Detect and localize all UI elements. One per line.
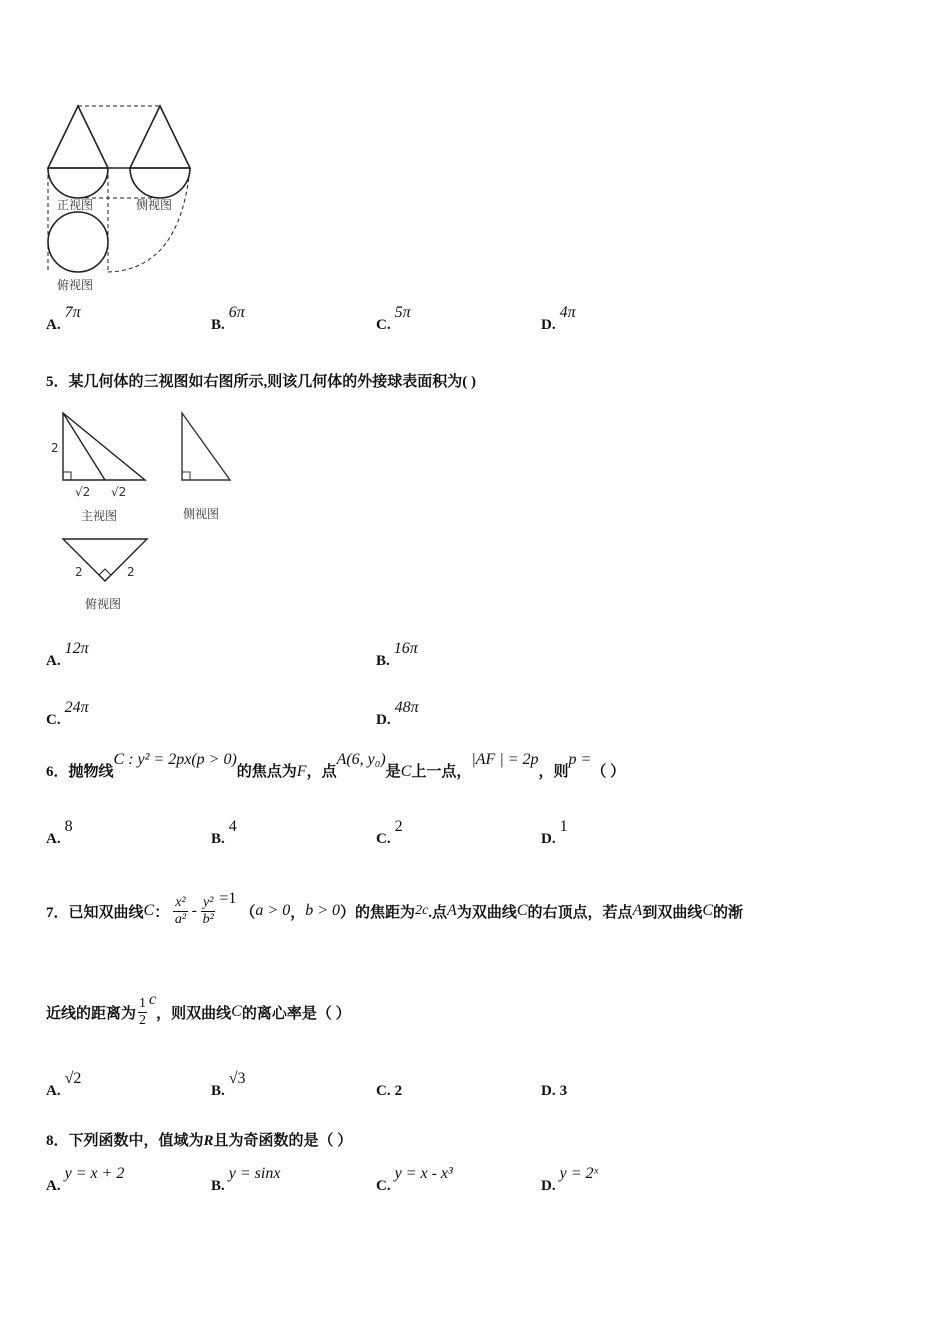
q8-R: R [203,1133,214,1149]
q6-text: 是 [385,764,401,780]
q7-text: .点 [428,904,448,921]
option-letter: B. [211,1083,225,1099]
q7-half-c: c [149,991,157,1008]
q7-equation [173,890,237,928]
q4-top-caption: 俯视图 [57,278,94,292]
q5-base-right-label: √2 [111,485,127,499]
option-value: y = x + 2 [64,1165,125,1182]
option-letter: A. [46,831,61,847]
q7-2c: 2c [415,903,429,918]
q7-colon: ： [154,904,170,921]
q7-half-fraction [138,996,147,1029]
q7-curve: C [143,902,155,919]
q6-option-b[interactable] [211,818,237,848]
q7-option-c[interactable] [376,1082,402,1100]
q7-option-a[interactable] [46,1070,82,1100]
q5-option-d[interactable] [376,699,419,729]
q4-option-a[interactable] [46,304,81,334]
option-letter: B. [376,653,390,669]
q7-C: C [231,1003,242,1020]
option-value: √3 [228,1070,246,1087]
q7-text: 的渐 [713,904,744,921]
option-value: 3 [559,1083,568,1099]
q5-side-caption: 侧视图 [183,507,220,521]
q7-option-b[interactable] [211,1070,246,1100]
q5-front-caption: 主视图 [81,509,118,523]
q7-option-d[interactable] [541,1082,567,1100]
q4-option-d[interactable] [541,304,576,334]
option-value: 24π [64,699,89,716]
option-letter: C. [376,1178,391,1194]
option-letter: C. [376,317,391,333]
q7-text: 的离心率是（ ） [241,1005,351,1022]
option-letter: D. [541,317,556,333]
q8-text: 8．下列函数中，值域为 [46,1133,204,1149]
q7-C: C [516,902,528,919]
option-value: y = 2ˣ [559,1165,599,1182]
q6-p: p = [568,751,592,768]
option-value: √2 [64,1070,82,1087]
q5-top-right-label: 2 [127,565,135,579]
option-value: 2 [394,818,403,835]
q6-focus: F [296,763,307,780]
q7-A: A [447,902,457,919]
q6-number: 6．抛物线 [46,764,114,780]
q7-half-den: 2 [139,1012,147,1028]
q7-cond-close: ） [340,904,356,921]
option-value: y = sinx [228,1165,281,1182]
option-value: y = x - x³ [394,1165,453,1182]
q5-option-a[interactable] [46,640,89,670]
q6-text: ，点 [306,764,337,780]
option-value: 6π [228,304,245,321]
q7-x2: x² [175,894,186,910]
q7-cond-b: b > 0 [305,902,341,919]
q7-b2: b² [202,911,214,927]
q7-half-num: 1 [139,995,147,1011]
q5-top-caption: 俯视图 [85,597,122,611]
q8-text: 且为奇函数的是（ ） [213,1133,353,1149]
option-letter: C. [46,712,61,728]
option-value: 4π [559,304,576,321]
q6-text: ，则 [538,764,569,780]
option-letter: A. [46,653,61,669]
q6-text: 上一点， [411,764,472,780]
q7-fraction-x [173,895,187,928]
option-letter: D. [376,712,391,728]
q7-text: ，则双曲线 [156,1005,232,1022]
q5-option-b[interactable] [376,640,418,670]
q7-A: A [632,902,643,919]
q7-rhs: =1 [219,890,237,907]
option-value: 8 [64,818,73,835]
q5-figure [45,405,245,615]
option-letter: D. [541,831,556,847]
q8-option-b[interactable] [211,1165,281,1195]
q5-top-left-label: 2 [75,565,83,579]
option-letter: C. [376,1083,391,1099]
q7-stem-line2 [46,984,351,1040]
option-value: 5π [394,304,411,321]
q7-text: 近线的距离为 [46,1005,137,1022]
option-letter: C. [376,831,391,847]
q7-text: 为双曲线 [456,904,517,921]
q7-number: 7．已知双曲线 [46,904,144,921]
option-letter: A. [46,1083,61,1099]
q6-distance: |AF | = 2p [471,751,539,768]
q6-text: 的焦点为 [236,764,297,780]
q7-cond-a: a > 0 [255,902,291,919]
option-value: 7π [64,304,81,321]
option-value: 12π [64,640,89,657]
option-value: 4 [228,818,237,835]
q7-text: 的右顶点，若点 [527,904,633,921]
q4-front-caption: 正视图 [57,198,94,212]
q7-cond-open: （ [240,904,256,921]
q7-fraction-y [201,895,215,928]
q6-equation: C : y² = 2px(p > 0) [113,751,237,768]
q7-minus: - [191,902,197,919]
q5-stem: 5．某几何体的三视图如右图所示,则该几何体的外接球表面积为( ) [46,374,476,390]
q5-height-label: 2 [51,441,59,455]
q7-stem-line1 [46,876,743,946]
q8-option-c[interactable] [376,1165,453,1195]
q7-a2: a² [174,911,187,927]
q7-y2: y² [202,894,214,910]
option-value: 2 [394,1083,403,1099]
q6-point: A(6, y₀) [336,751,386,768]
option-letter: B. [211,1178,225,1194]
q7-cond-sep: ， [290,904,306,921]
q8-option-d[interactable] [541,1165,599,1195]
option-letter: A. [46,1178,61,1194]
q6-text: （ ） [591,764,626,780]
option-letter: B. [211,317,225,333]
q6-option-a[interactable] [46,818,73,848]
q6-stem [46,751,626,781]
q8-option-a[interactable] [46,1165,125,1195]
q7-text: 的焦距为 [355,904,416,921]
option-value: 48π [394,699,419,716]
q4-figure [40,100,220,300]
q4-option-b[interactable] [211,304,245,334]
q7-C: C [702,902,713,919]
q4-side-caption: 侧视图 [136,198,173,212]
q4-option-c[interactable] [376,304,411,334]
option-value: 1 [559,818,568,835]
q7-text: 到双曲线 [642,904,703,921]
q5-option-c[interactable] [46,699,89,729]
q6-option-c[interactable] [376,818,403,848]
option-letter: D. [541,1178,556,1194]
option-letter: A. [46,317,61,333]
q5-base-left-label: √2 [75,485,91,499]
q8-stem [46,1129,352,1150]
option-letter: B. [211,831,225,847]
option-letter: D. [541,1083,556,1099]
option-value: 16π [393,640,418,657]
q6-option-d[interactable] [541,818,568,848]
q6-curve: C [400,763,412,780]
